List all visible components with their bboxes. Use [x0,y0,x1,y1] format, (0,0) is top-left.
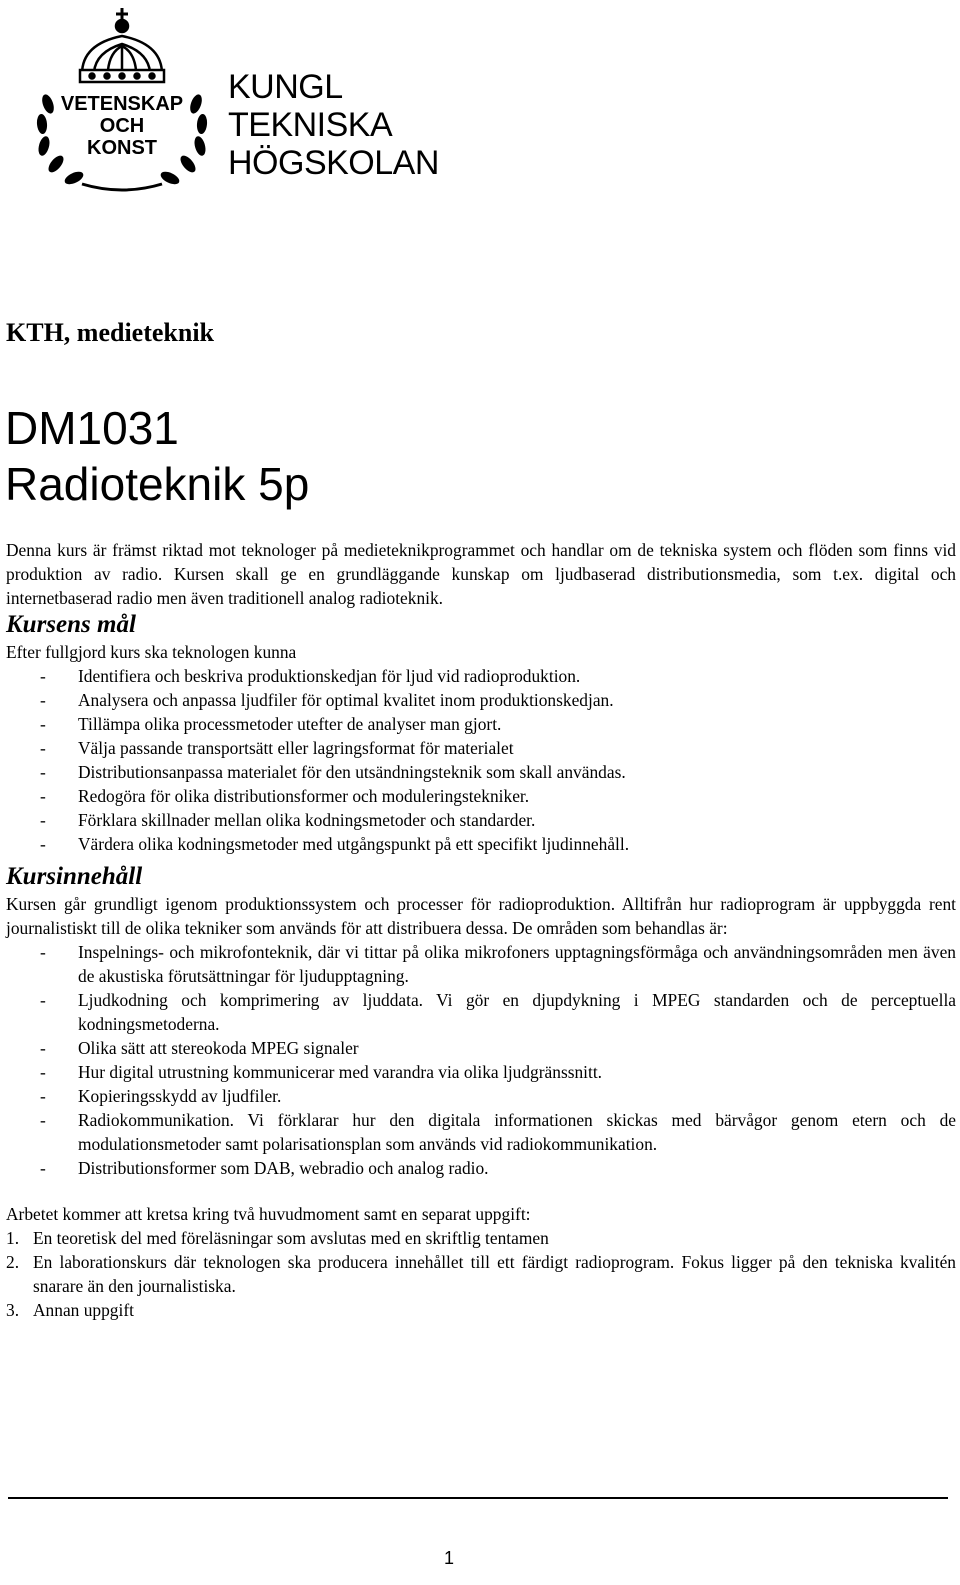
goals-lead: Efter fullgjord kurs ska teknologen kunna [6,642,297,662]
list-item: - Hur digital utrustning kommunicerar med varandra via olika ljudgränssnitt. [6,1060,956,1084]
content-lead: Kursen går grundligt igenom produktionssystem och processer för radioproduktion. Alltifrån hur radioprogram är uppbyggda rent journalistiskt till de olika tekniker som används för att distribuera dessa. De områden som behandlas är: [6,894,956,938]
list-item: - Redogöra för olika distributionsformer och moduleringstekniker. [6,784,956,808]
course-name: Radioteknik 5p [5,458,310,510]
course-title [5,400,309,512]
seal-text-line-3: KONST [87,137,157,159]
numbered-item [6,1226,956,1250]
content-heading: Kursinnehåll [6,863,143,890]
wordmark-line-2: TEKNISKA [228,106,393,144]
item-number: 3. [6,1300,20,1320]
goals-heading: Kursens mål [6,611,136,638]
item-text: Annan uppgift [33,1300,134,1320]
wordmark-line-1: KUNGL [228,68,343,106]
list-item: - Distributionsformer som DAB, webradio och analog radio. [6,1156,956,1180]
numbered-item [6,1250,956,1298]
kth-logo [22,4,439,194]
department-heading: KTH, medieteknik [6,318,215,347]
list-item: - Inspelnings- och mikrofonteknik, där vi tittar på olika mikrofoners upptagningsförmåga och användningsområden men även de akustiska förutsättningar för ljudupptagning. [6,940,956,988]
item-text: En teoretisk del med föreläsningar som avslutas med en skriftlig tentamen [33,1228,549,1248]
list-item: - Identifiera och beskriva produktionskedjan för ljud vid radioproduktion. [6,664,956,688]
course-code: DM1031 [5,402,179,454]
list-item: - Olika sätt att stereokoda MPEG signaler [6,1036,956,1060]
kth-wordmark [228,68,439,182]
item-number: 2. [6,1252,20,1272]
intro-paragraph: Denna kurs är främst riktad mot teknologer på medieteknikprogrammet och handlar om de tekniska system och flöden som finns vid produktion av radio. Kursen skall ge en grundläggande kunskap om ljudbaserad distributionsmedia, som t.ex. digital och internetbaserad radio men även traditionell analog radioteknik. [6,540,956,608]
list-item: - Välja passande transportsätt eller lagringsformat för materialet [6,736,956,760]
numbered-item [6,1298,956,1322]
list-item: - Distributionsanpassa materialet för den utsändningsteknik som skall användas. [6,760,956,784]
list-item: - Förklara skillnader mellan olika kodningsmetoder och standarder. [6,808,956,832]
kth-seal-icon [22,4,222,194]
work-list [6,1226,956,1322]
seal-text-line-2: OCH [99,115,145,137]
document-body [6,538,956,1322]
page-number: 1 [444,1548,455,1568]
footer-divider [8,1497,948,1499]
list-item: - Tillämpa olika processmetoder utefter de analyser man gjort. [6,712,956,736]
list-item: - Kopieringsskydd av ljudfiler. [6,1084,956,1108]
content-list [6,940,956,1180]
goals-list [6,664,956,856]
wordmark-line-3: HÖGSKOLAN [228,144,439,182]
item-number: 1. [6,1228,20,1248]
seal-text-line-1: VETENSKAP [60,93,184,115]
work-lead: Arbetet kommer att kretsa kring två huvudmoment samt en separat uppgift: [6,1204,531,1224]
list-item: - Värdera olika kodningsmetoder med utgångspunkt på ett specifikt ljudinnehåll. [6,832,956,856]
list-item: - Ljudkodning och komprimering av ljuddata. Vi gör en djupdykning i MPEG standarden och de perceptuella kodningsmetoderna. [6,988,956,1036]
list-item: - Radiokommunikation. Vi förklarar hur den digitala informationen skickas med bärvågor genom etern och de modulationsmetoder samt polarisationsplan som används vid radiokommunikation. [6,1108,956,1156]
item-text: En laborationskurs där teknologen ska producera innehållet till ett färdigt radioprogram. Fokus ligger på den tekniska kvalitén snarare än den journalistiska. [33,1252,956,1296]
list-item: - Analysera och anpassa ljudfiler för optimal kvalitet inom produktionskedjan. [6,688,956,712]
